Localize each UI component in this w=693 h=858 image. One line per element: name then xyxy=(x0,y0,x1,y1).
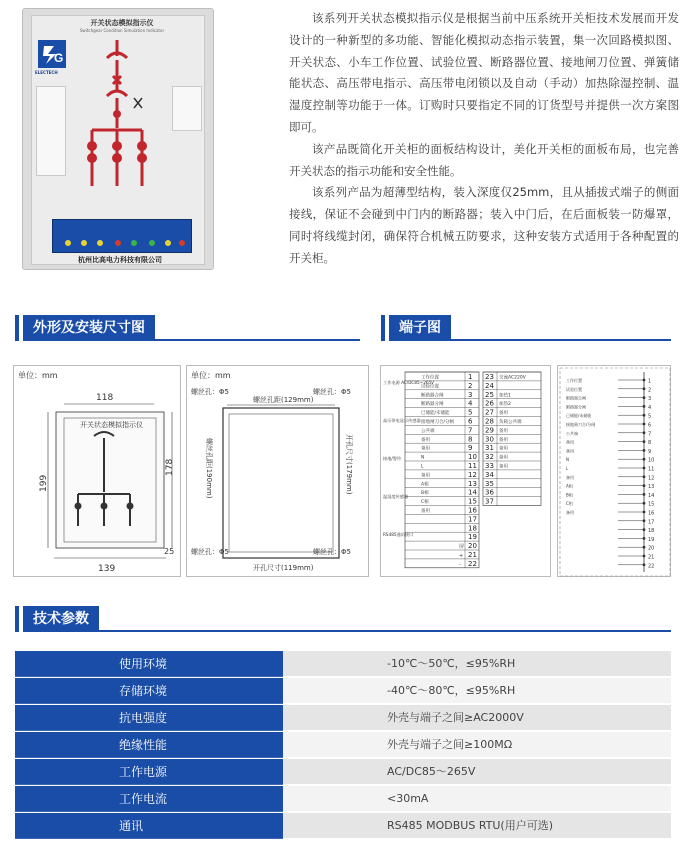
terminal-dot xyxy=(643,519,646,522)
terminal-number: 34 xyxy=(485,470,494,479)
terminal-number: 21 xyxy=(468,551,477,559)
wiring-terminal-number: 13 xyxy=(648,484,655,491)
depth-label: 25 xyxy=(164,547,175,556)
wiring-terminal-number: 1 xyxy=(648,378,652,385)
hole-span-top: 螺丝孔距(129mm) xyxy=(253,396,314,404)
section-header-dimensions xyxy=(15,315,360,341)
terminal-number: 30 xyxy=(485,435,494,444)
panel-subtitle: Switchgear Condition Simulation Indicator xyxy=(79,28,165,33)
wiring-terminal-number: 11 xyxy=(648,466,655,473)
terminal-number: 18 xyxy=(468,524,477,533)
terminal-dot xyxy=(643,449,646,452)
section-header-terminals xyxy=(381,315,671,341)
terminal-dot xyxy=(643,396,646,399)
terminal-label: 备用 xyxy=(499,455,508,461)
terminal-dot xyxy=(643,546,646,549)
product-photo xyxy=(22,8,214,270)
wiring-terminal-number: 2 xyxy=(648,387,652,394)
spec-key: 工作电源 xyxy=(15,759,283,785)
terminal-dot xyxy=(643,528,646,531)
section-title: 端子图 xyxy=(389,315,451,341)
section-title: 技术参数 xyxy=(23,606,99,632)
terminal-number: 3 xyxy=(468,390,473,399)
indicator-box-right xyxy=(172,86,202,131)
wiring-label: B相 xyxy=(566,492,573,498)
terminal-label: 已储能/未储能 xyxy=(421,411,450,417)
wiring-label: 试验位置 xyxy=(566,386,582,392)
front-dimension-drawing xyxy=(13,365,181,577)
wiring-terminal-number: 8 xyxy=(648,440,652,447)
section-underline xyxy=(389,339,671,341)
terminal-dot xyxy=(643,511,646,514)
terminal-number: 5 xyxy=(468,408,473,417)
wiring-label: 备用 xyxy=(566,510,574,515)
terminal-group-label: RS485通讯接口 xyxy=(383,532,414,537)
description-paragraph: 该系列开关状态模拟指示仪是根据当前中压系统开关柜技术发展而开发设计的一种新型的多功能、智能化模拟动态指示装置，集一次回路模拟图、开关状态、小车工作位置、试验位置、断路器位置、接地闸刀位置、弹簧储能状态、高压带电指示、高压带电闭锁以及自动（手动）加热除湿控制、温湿度控制等功能于一体。订购时只要指定不同的订货型号并提供一次方案图即可。 xyxy=(289,11,679,134)
terminal-table-drawing xyxy=(380,365,551,577)
spec-key: 工作电流 xyxy=(15,786,283,812)
indicator-box-left xyxy=(36,86,66,176)
wiring-terminal-number: 17 xyxy=(648,519,655,526)
section-underline xyxy=(23,339,360,341)
led-yellow xyxy=(97,240,103,246)
spec-value: <30mA xyxy=(283,786,671,812)
terminal-number: 32 xyxy=(485,453,494,462)
terminal-label: 工作位置 xyxy=(421,375,439,381)
led-red xyxy=(179,240,185,246)
led-red xyxy=(115,240,121,246)
wiring-terminal-number: 10 xyxy=(648,457,655,464)
wiring-terminal-number: 14 xyxy=(648,492,655,499)
wiring-terminal-number: 3 xyxy=(648,396,652,403)
terminal-label: C相 xyxy=(421,500,429,506)
wiring-label: 断路器合闸 xyxy=(566,395,586,401)
spec-value: 外壳与端子之间≥AC2000V xyxy=(283,705,671,731)
wiring-label: 备用 xyxy=(566,439,574,445)
terminal-label: 加热1 xyxy=(499,393,511,399)
terminal-label: 公共端 xyxy=(421,428,435,434)
spec-key: 存储环境 xyxy=(15,678,283,704)
table-row xyxy=(15,813,671,839)
wiring-label: 已储能/未储能 xyxy=(566,413,592,419)
hole-label-left: 螺丝孔：Φ5 xyxy=(191,548,229,556)
wiring-terminal-number: 7 xyxy=(648,431,652,438)
terminal-number: 10 xyxy=(468,453,477,462)
wiring-terminal-number: 16 xyxy=(648,510,655,517)
wiring-terminal-number: 6 xyxy=(648,422,652,429)
wiring-label: 接地闸刀合/分闸 xyxy=(566,422,596,427)
terminal-dot xyxy=(643,484,646,487)
panel-label: 开关状态模拟指示仪 xyxy=(80,421,143,429)
terminal-number: 26 xyxy=(485,399,494,408)
terminal-label: 备用 xyxy=(421,473,430,479)
terminal-number: 12 xyxy=(468,470,477,479)
wiring-terminal-number: 20 xyxy=(648,545,655,552)
section-marker xyxy=(381,315,385,341)
wiring-label: 备用 xyxy=(566,448,574,454)
terminal-dot xyxy=(643,431,646,434)
section-marker xyxy=(15,315,19,341)
terminal-number: 23 xyxy=(485,373,494,381)
wiring-label: 备用 xyxy=(566,474,574,480)
section-underline xyxy=(23,630,671,632)
logo-text: ELECTECH xyxy=(35,70,58,75)
terminal-number: 33 xyxy=(485,462,494,470)
hole-label-left: 螺丝孔：Φ5 xyxy=(191,388,229,396)
terminal-number: 31 xyxy=(485,444,494,453)
description-paragraph: 该产品既简化开关柜的面板结构设计，美化开关柜的面板布局，也完善开关状态的指示功能和安全性能。 xyxy=(289,141,679,178)
led-green xyxy=(131,240,137,246)
height-left-label: 199 xyxy=(39,474,49,492)
wiring-terminal-number: 15 xyxy=(648,501,655,508)
terminal-label: 备用 xyxy=(499,437,508,443)
terminal-number: 11 xyxy=(468,462,477,470)
section-title: 外形及安装尺寸图 xyxy=(23,315,155,341)
width-bottom-label: 139 xyxy=(98,564,116,574)
wiring-label: 断路器分闸 xyxy=(566,404,586,410)
wiring-label: C相 xyxy=(566,501,573,507)
terminal-label: 备用 xyxy=(421,437,430,443)
company-logo-icon xyxy=(38,40,66,68)
terminal-number: 7 xyxy=(468,426,473,435)
wiring-terminal-number: 12 xyxy=(648,475,655,482)
wiring-label: L xyxy=(566,466,569,471)
terminal-number: 20 xyxy=(468,542,477,551)
terminal-number: 15 xyxy=(468,497,477,506)
terminal-number: 14 xyxy=(468,488,477,497)
terminal-number: 22 xyxy=(468,559,477,568)
terminal-label: 备用 xyxy=(421,446,430,452)
terminal-dot xyxy=(643,537,646,540)
terminal-dot xyxy=(643,467,646,470)
terminal-number: 37 xyxy=(485,497,494,506)
terminal-dot xyxy=(643,423,646,426)
terminal-label: B相 xyxy=(421,491,429,497)
terminal-label: 加热2 xyxy=(499,402,511,408)
spec-key: 绝缘性能 xyxy=(15,732,283,758)
wiring-label: 工作位置 xyxy=(566,378,582,383)
terminal-group-label: 工作电源 AC/DC85~265V xyxy=(383,380,435,385)
terminal-group-label: 接地/警铃 xyxy=(383,456,402,461)
terminal-number: 24 xyxy=(485,381,494,390)
svg-text:G: G xyxy=(54,51,64,65)
mimic-diagram xyxy=(72,36,162,196)
terminal-label: 备用 xyxy=(499,428,508,434)
led-yellow xyxy=(165,240,171,246)
wiring-terminal-number: 4 xyxy=(648,404,652,411)
wiring-terminal-number: 18 xyxy=(648,528,655,535)
product-description xyxy=(289,8,679,270)
section-header-specs xyxy=(15,606,671,632)
terminal-dot xyxy=(643,387,646,390)
wiring-label: 公共端 xyxy=(566,430,578,436)
terminal-number: 25 xyxy=(485,390,494,399)
section-marker xyxy=(15,606,19,632)
width-top-label: 118 xyxy=(96,393,114,403)
led-yellow xyxy=(81,240,87,246)
terminal-number: 9 xyxy=(468,444,473,453)
terminal-label: L xyxy=(421,464,424,470)
indicator-panel xyxy=(31,15,205,265)
terminal-dot xyxy=(643,555,646,558)
terminal-group-label: 温湿度传感器 xyxy=(383,494,409,499)
table-row xyxy=(15,786,671,812)
led-green xyxy=(149,240,155,246)
terminal-number: 17 xyxy=(468,515,477,524)
wiring-terminal-number: 9 xyxy=(648,448,652,455)
unit-label: 单位：mm xyxy=(191,371,231,380)
wiring-label: N xyxy=(566,457,569,463)
terminal-number: 16 xyxy=(468,506,477,515)
comm-terminal-label: 屏 xyxy=(459,544,465,551)
description-paragraph: 该系列产品为超薄型结构，装入深度仅25mm，且从插拔式端子的侧面接线，保证不会碰到中门内的断路器；装入中门后，在后面板装一防爆罩，同时将线缆封闭，确保符合机械五防要求，这种安装方式适用于各种配置的开关柜。 xyxy=(289,185,679,265)
terminal-number: 19 xyxy=(468,533,477,542)
comm-terminal-label: + xyxy=(459,553,464,559)
terminal-group-label: 高压带电显示传感器 xyxy=(383,418,421,423)
terminal-dot xyxy=(643,414,646,417)
cutout-dimension-drawing xyxy=(186,365,369,577)
terminal-number: 6 xyxy=(468,417,473,426)
spec-value: 外壳与端子之间≥100MΩ xyxy=(283,732,671,758)
cutout-bottom: 开孔尺寸(119mm) xyxy=(253,564,314,572)
table-row xyxy=(15,759,671,785)
terminal-number: 8 xyxy=(468,435,473,444)
height-right-label: 178 xyxy=(165,458,175,476)
terminal-label: 备用 xyxy=(499,411,508,417)
wiring-terminal-number: 5 xyxy=(648,413,652,420)
comm-terminal-label: - xyxy=(459,561,461,568)
spec-value: AC/DC85～265V xyxy=(283,759,671,785)
hole-label-right: 螺丝孔：Φ5 xyxy=(313,548,351,556)
spec-value: RS485 MODBUS RTU(用户可选) xyxy=(283,813,671,839)
wiring-label: A相 xyxy=(566,483,573,489)
wiring-terminal-number: 19 xyxy=(648,536,655,543)
panel-title: 开关状态模拟指示仪 xyxy=(90,19,154,27)
spec-key: 抗电强度 xyxy=(15,705,283,731)
unit-label: 单位：mm xyxy=(18,371,58,380)
terminal-dot xyxy=(643,379,646,382)
led-yellow xyxy=(65,240,71,246)
terminal-label: N xyxy=(421,455,425,461)
terminal-dot xyxy=(643,475,646,478)
spec-key: 通讯 xyxy=(15,813,283,839)
wiring-terminal-number: 21 xyxy=(648,554,655,561)
terminal-label: 备用 xyxy=(499,464,508,470)
table-row xyxy=(15,705,671,731)
wiring-terminal-number: 22 xyxy=(648,563,655,570)
terminal-number: 4 xyxy=(468,399,473,408)
table-row xyxy=(15,678,671,704)
hole-label-right: 螺丝孔：Φ5 xyxy=(313,388,351,396)
cutout-side: 开孔尺寸(179mm) xyxy=(345,434,353,495)
terminal-label: 断路器分闸 xyxy=(421,402,444,408)
terminal-dot xyxy=(643,458,646,461)
terminal-dot xyxy=(643,502,646,505)
terminal-label: 试验位置 xyxy=(421,384,439,390)
terminal-number: 1 xyxy=(468,373,473,381)
terminal-number: 29 xyxy=(485,426,494,435)
status-led-strip xyxy=(52,219,192,253)
spec-value: -40℃～80℃，≤95%RH xyxy=(283,678,671,704)
terminal-label: 备用 xyxy=(421,509,430,514)
terminal-label: A相 xyxy=(421,482,429,488)
terminal-number: 2 xyxy=(468,381,473,390)
spec-value: -10℃～50℃，≤95%RH xyxy=(283,651,671,677)
terminal-number: 36 xyxy=(485,488,494,497)
terminal-label: 断路器合闸 xyxy=(421,393,444,399)
terminal-number: 27 xyxy=(485,408,494,417)
terminal-number: 28 xyxy=(485,417,494,426)
terminal-dot xyxy=(643,563,646,566)
terminal-label: 接地闸刀合/分闸 xyxy=(421,420,455,425)
wiring-diagram-drawing xyxy=(557,365,671,577)
table-row xyxy=(15,651,671,677)
terminal-dot xyxy=(643,440,646,443)
terminal-label: 交流AC220V xyxy=(499,375,526,381)
terminal-label: 负载公共端 xyxy=(499,420,522,425)
table-row xyxy=(15,732,671,758)
terminal-dot xyxy=(643,493,646,496)
terminal-label: 备用 xyxy=(499,446,508,452)
company-name: 杭州比高电力科技有限公司 xyxy=(78,256,162,264)
terminal-dot xyxy=(643,405,646,408)
spec-key: 使用环境 xyxy=(15,651,283,677)
terminal-number: 35 xyxy=(485,479,494,488)
terminal-number: 13 xyxy=(468,479,477,488)
hole-span-side: 螺丝孔距(190mm) xyxy=(205,438,213,499)
